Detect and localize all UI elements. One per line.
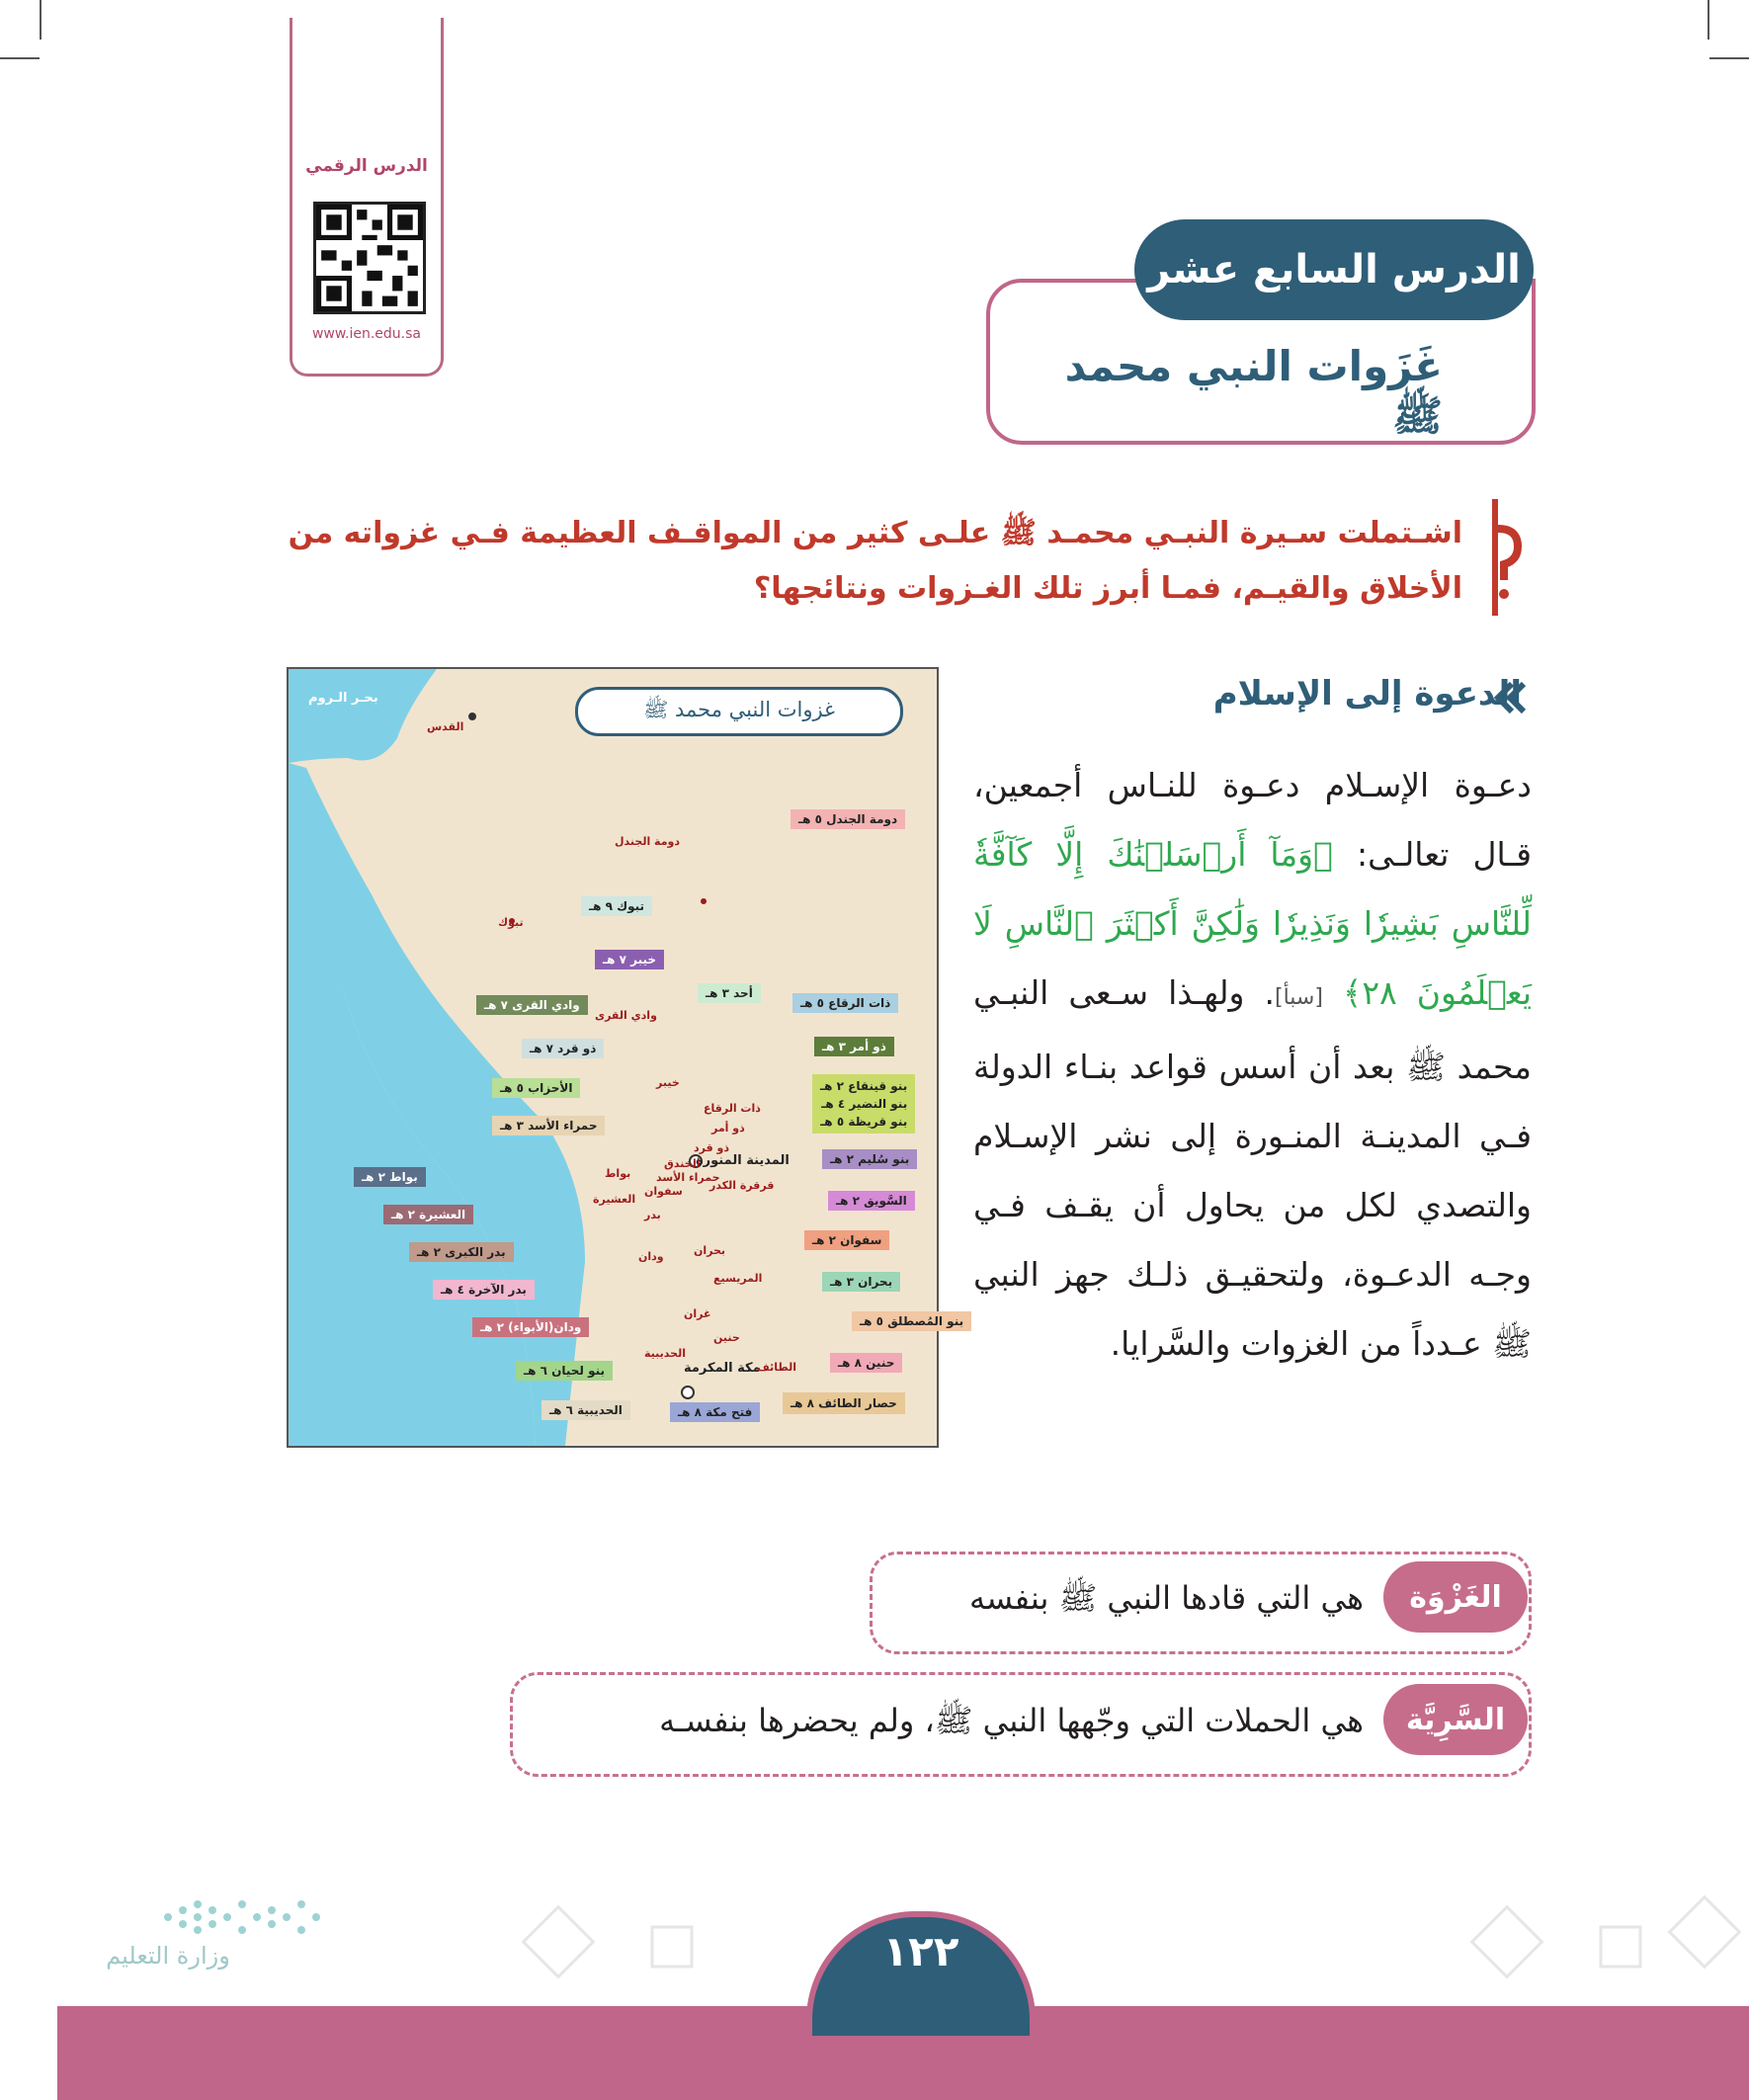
place-label: تبوك: [498, 916, 524, 929]
battle-label: بنو لحيان ٦ هـ: [516, 1361, 613, 1381]
battle-label: سفوان ٢ هـ: [804, 1230, 889, 1250]
battle-label: بحران ٣ هـ: [822, 1272, 900, 1292]
battle-label: بنو قينقاع ٢ هـ بنو النضير ٤ هـ بنو قريظة ٥ هـ: [812, 1074, 915, 1134]
battle-label: السَّويق ٢ هـ: [828, 1191, 915, 1211]
place-label: المدينة المنورة: [696, 1153, 790, 1168]
place-label: قرقرة الكدر: [709, 1179, 775, 1192]
crop-mark: [40, 0, 42, 40]
place-label: دومة الجندل: [615, 835, 681, 848]
place-label: خيبر: [656, 1076, 680, 1089]
question-line-1: اشـتملت سـيرة النبـي محمـد ﷺ علـى كثير من المواقـف العظيمة فـي غزواته من: [288, 516, 1462, 550]
place-label: بواط: [605, 1167, 631, 1180]
place-label: ذو أمر: [711, 1122, 745, 1134]
battle-label: ودان(الأبواء) ٢ هـ: [472, 1317, 589, 1337]
battles-map: [287, 667, 964, 1448]
crop-mark: [1709, 57, 1749, 59]
place-label: ودان: [638, 1250, 664, 1263]
place-label: الحديبية: [644, 1347, 686, 1360]
verse-reference: [سبأ]: [1275, 985, 1323, 1010]
place-label: ذو قرد: [694, 1141, 730, 1154]
definition-text: هي التي قادها النبي ﷺ بنفسه: [968, 1579, 1364, 1617]
battle-label: ذو أمر ٣ هـ: [814, 1037, 894, 1056]
question-line-2: الأخلاق والقيـم، فمـا أبرز تلك الغـزوات ونتائجها؟: [753, 571, 1462, 606]
battle-label: حمراء الأسد ٣ هـ: [492, 1116, 605, 1135]
ministry-logo-icon: [158, 1892, 326, 1942]
place-label: بحران: [694, 1244, 726, 1257]
place-label: العشيرة: [593, 1193, 636, 1206]
place-label: الخندق: [664, 1157, 701, 1170]
website-url[interactable]: www.ien.edu.sa: [311, 326, 422, 342]
crop-mark: [1707, 0, 1709, 40]
place-label: حنين: [713, 1331, 740, 1344]
battle-label: بواط ٢ هـ: [354, 1167, 426, 1187]
battle-label: العشيرة ٢ هـ: [383, 1205, 473, 1224]
battle-label: ذو قرد ٧ هـ: [522, 1039, 604, 1058]
battle-label: بدر الآخرة ٤ هـ: [433, 1280, 535, 1300]
place-label: ذات الرقاع: [704, 1102, 761, 1115]
page-number: ١٢٢: [882, 1927, 959, 1975]
place-label: وادي القرى: [595, 1009, 657, 1022]
battle-label: الحديبية ٦ هـ: [541, 1400, 630, 1420]
battle-label: الأحزاب ٥ هـ: [492, 1078, 580, 1098]
battle-label: خيبر ٧ هـ: [595, 950, 664, 969]
place-label: سفوان: [644, 1185, 683, 1198]
crop-mark: [0, 57, 40, 59]
definition-term: السَّرِيَّة: [1383, 1684, 1528, 1755]
quran-verse: ﴿وَمَآ أَرۡسَلۡنَٰكَ إِلَّا كَآفَّةٗ لِّلنَّاسِ بَشِيرٗا وَنَذِيرٗا وَلَٰكِنَّ أَكۡثَرَ ٱلنَّاسِ لَا يَعۡلَمُونَ ٢٨﴾: [973, 835, 1533, 1012]
map-title: غزوات النبي محمد ﷺ: [575, 687, 903, 736]
place-label: القدس: [427, 720, 464, 733]
lesson-number-badge: الدرس السابع عشر: [1134, 219, 1534, 320]
decorative-pattern: [494, 1878, 1749, 2006]
intro-question: [277, 506, 1462, 617]
question-mark-icon: [1484, 499, 1524, 616]
digital-lesson-label: الدرس الرقمي: [305, 156, 428, 176]
place-label: غران: [684, 1307, 711, 1320]
battle-label: وادي القرى ٧ هـ: [476, 995, 588, 1015]
battle-label: دومة الجندل ٥ هـ: [791, 809, 905, 829]
sea-label: بحـر الـروم: [308, 691, 378, 706]
battle-label: فتح مكة ٨ هـ: [670, 1402, 760, 1422]
digital-lesson-panel: [290, 18, 444, 377]
battle-label: تبوك ٩ هـ: [581, 896, 652, 916]
section-heading: الدعوة إلى الإسلام: [1212, 674, 1522, 714]
body-continuation: . ولهـذا سـعى النبـي محمد ﷺ بعد أن أسس قواعد بنـاء الدولة فـي المدينـة المنـورة إلى نشر الإسـلام والتصدي لكل من يحاول أن يقـف فـي وجـه الدعـوة، ولتحقيـق ذلـك جهز النبي ﷺ عـدداً من الغزوات والسَّرايا.: [973, 973, 1532, 1363]
section-body: [973, 751, 1532, 1379]
battle-label: أحد ٣ هـ: [698, 983, 761, 1003]
qr-code-icon[interactable]: [313, 202, 426, 314]
body-intro: دعـوة الإسـلام دعـوة للنـاس أجمعين، قـال تعالـى:: [973, 766, 1532, 874]
place-label: مكة المكرمة: [684, 1361, 761, 1376]
place-label: المريسيع: [713, 1272, 763, 1285]
battle-label: بنو سُليم ٢ هـ: [822, 1149, 917, 1169]
place-label: الطائف: [757, 1361, 796, 1374]
battle-label: حصار الطائف ٨ هـ: [783, 1392, 905, 1414]
battle-label: ذات الرقاع ٥ هـ: [792, 993, 898, 1013]
battle-label: بدر الكبرى ٢ هـ: [409, 1242, 514, 1262]
place-label: حمراء الأسد: [656, 1171, 720, 1184]
definition-text: هي الحملات التي وجّهها النبي ﷺ، ولم يحضرها بنفسـه: [659, 1702, 1364, 1739]
battle-label: حنين ٨ هـ: [830, 1353, 902, 1373]
map-background: [289, 669, 937, 1446]
place-label: بدر: [644, 1209, 661, 1221]
battle-label: بنو المُصطلق ٥ هـ: [852, 1311, 971, 1331]
definition-term: الغَزْوَة: [1383, 1561, 1528, 1633]
lesson-title: غَزَوات النبي محمد ﷺ: [1064, 342, 1443, 440]
ministry-name: وزارة التعليم: [106, 1942, 230, 1970]
